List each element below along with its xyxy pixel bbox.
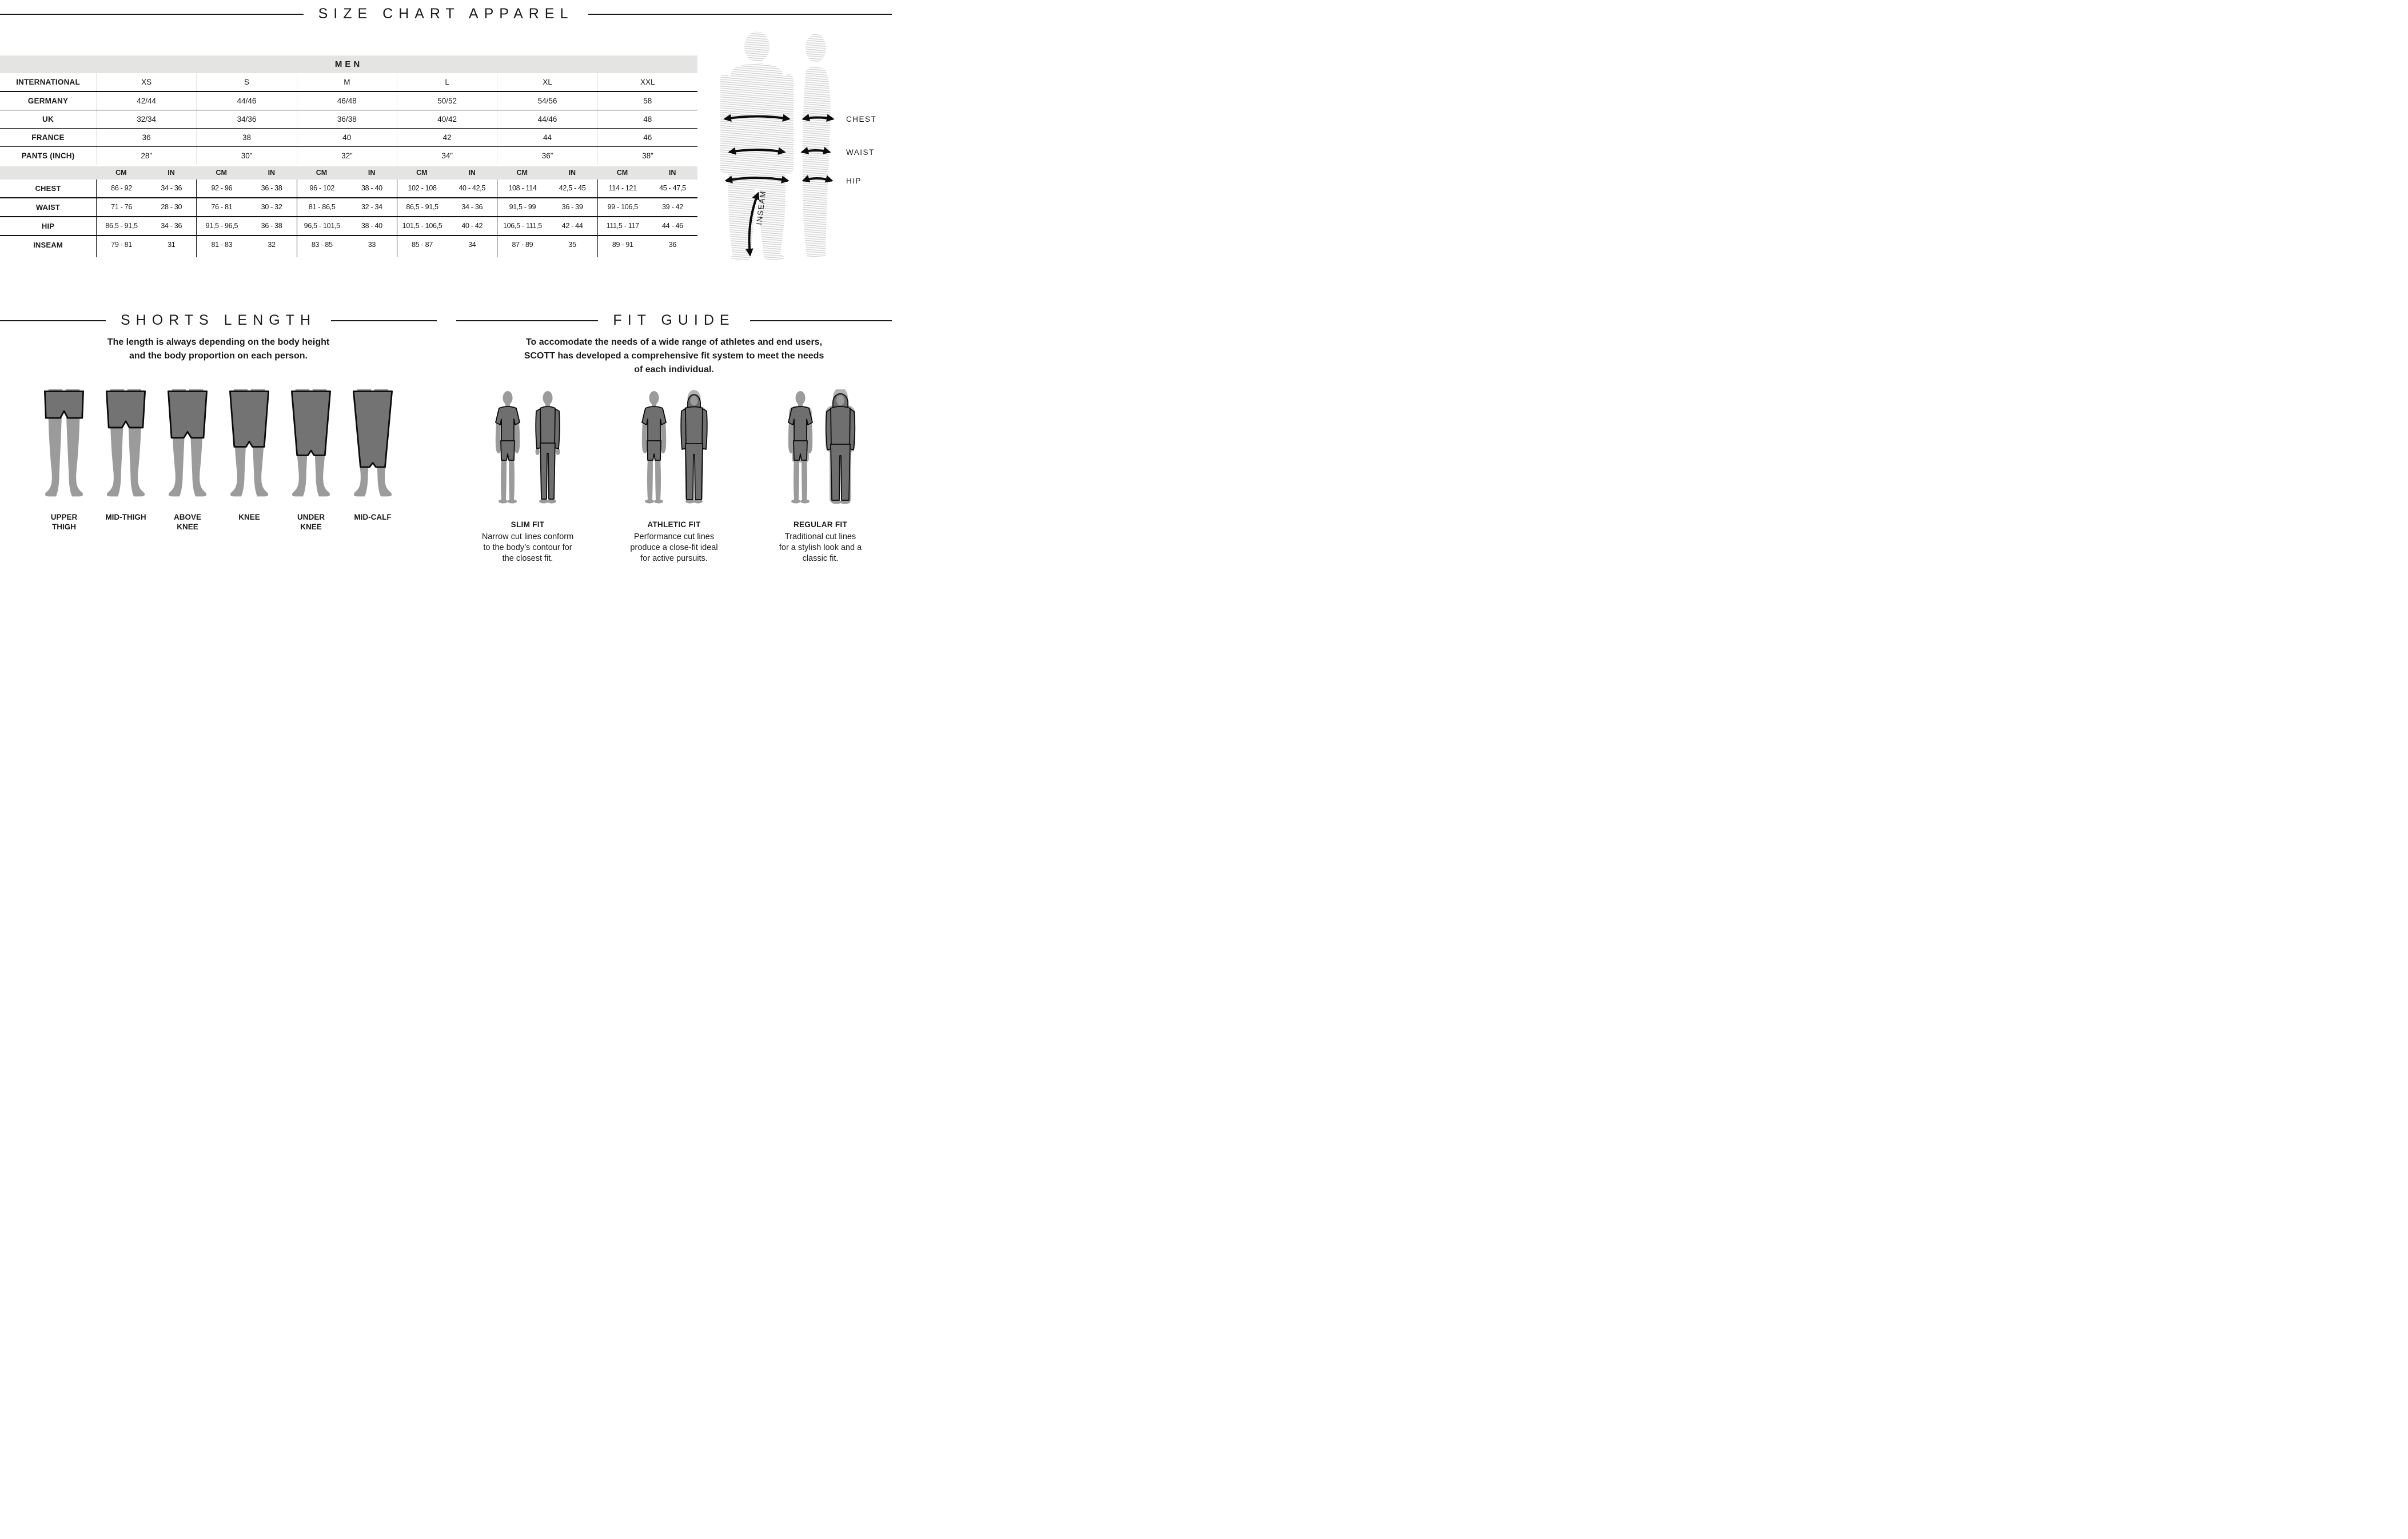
size-cell: 38”: [597, 147, 697, 165]
size-cell: 34/36: [196, 110, 296, 128]
cm-label: CM: [616, 169, 628, 177]
measure-cell: 86,5 - 91,5 34 - 36: [96, 217, 196, 235]
size-cell: 28”: [96, 147, 196, 165]
upper-thigh-shorts-figure: [39, 387, 89, 499]
table-row-germany: [0, 92, 697, 110]
body-measurement-diagram: [719, 27, 891, 264]
cm-label: CM: [115, 169, 127, 177]
table-row-inseam: [0, 236, 697, 254]
header-left-divider: [0, 14, 304, 15]
variant-label: ABOVE KNEE: [173, 513, 201, 531]
size-cell: 58: [597, 92, 697, 110]
fit-name: ATHLETIC FIT: [647, 520, 701, 529]
variant-label: MID-THIGH: [105, 513, 146, 521]
measure-cell: 81 - 83 32: [196, 236, 296, 254]
fit-section-header: [456, 312, 892, 329]
row-label: PANTS (INCH): [21, 151, 75, 160]
in-label: IN: [668, 169, 676, 177]
units-cell: [96, 166, 196, 180]
shorts-length-section: [0, 312, 437, 532]
table-row-hip: [0, 217, 697, 236]
row-label: CHEST: [35, 184, 61, 193]
size-cell: 44/46: [196, 92, 296, 110]
size-cell: 38: [196, 129, 296, 146]
measure-cell: 92 - 96 36 - 38: [196, 180, 296, 197]
hip-label: HIP: [846, 177, 862, 185]
fit-guide-section: [456, 312, 892, 564]
in-label: IN: [168, 169, 175, 177]
cm-label: CM: [416, 169, 428, 177]
cm-label: CM: [516, 169, 528, 177]
size-cell: 32/34: [96, 110, 196, 128]
row-label: HIP: [41, 222, 55, 230]
in-label: IN: [468, 169, 476, 177]
fit-name: SLIM FIT: [511, 520, 545, 529]
slim-fit-figures: [481, 389, 575, 512]
size-cell: 42/44: [96, 92, 196, 110]
cm-label: CM: [216, 169, 227, 177]
header-right-divider: [588, 14, 892, 15]
row-label: UK: [42, 115, 54, 123]
size-cell: M: [297, 73, 397, 91]
fit-description: Performance cut lines produce a close-fit ideal for active pursuits.: [630, 532, 718, 564]
units-spacer: [0, 166, 96, 180]
size-cell: 36/38: [297, 110, 397, 128]
measure-cell: 76 - 81 30 - 32: [196, 198, 296, 216]
waist-label: WAIST: [846, 148, 875, 157]
shorts-variant-under-knee: [286, 387, 336, 532]
shorts-section-title: SHORTS LENGTH: [120, 312, 317, 328]
variant-label: UNDER KNEE: [297, 513, 325, 531]
mid-thigh-shorts-figure: [101, 387, 150, 499]
measure-cell: 102 - 108 40 - 42,5: [397, 180, 497, 197]
size-cell: 46/48: [297, 92, 397, 110]
shorts-length-figures: [0, 387, 437, 532]
shorts-section-description: The length is always depending on the body height and the body proportion on each person.: [107, 337, 330, 361]
row-label: INSEAM: [33, 241, 63, 249]
measure-cell: 87 - 89 35: [497, 236, 597, 254]
measure-cell: 114 - 121 45 - 47,5: [597, 180, 697, 197]
above-knee-shorts-figure: [163, 387, 212, 499]
divider-line: [0, 320, 106, 321]
fit-description: Traditional cut lines for a stylish look and a classic fit.: [779, 532, 862, 564]
row-label: INTERNATIONAL: [16, 78, 80, 86]
units-header-row: [0, 166, 697, 180]
in-label: IN: [568, 169, 576, 177]
measure-cell: 99 - 106,5 39 - 42: [597, 198, 697, 216]
variant-label: MID-CALF: [354, 513, 392, 521]
measure-cell: 91,5 - 96,5 36 - 38: [196, 217, 296, 235]
shorts-section-header: [0, 312, 437, 329]
size-cell: XXL: [597, 73, 697, 91]
fit-slim: [463, 389, 592, 564]
chest-label: CHEST: [846, 115, 877, 123]
variant-label: KNEE: [238, 513, 260, 521]
table-row-waist: [0, 198, 697, 217]
measure-cell: 108 - 114 42,5 - 45: [497, 180, 597, 197]
fit-athletic: [609, 389, 739, 564]
size-cell: 44: [497, 129, 597, 146]
table-row-pants: [0, 147, 697, 165]
measure-cell: 86 - 92 34 - 36: [96, 180, 196, 197]
body-silhouettes-illustration: [719, 27, 891, 264]
units-cell: [196, 166, 296, 180]
size-cell: 34”: [397, 147, 497, 165]
shorts-variant-above-knee: [163, 387, 212, 532]
row-label: WAIST: [35, 203, 61, 212]
row-label: GERMANY: [27, 97, 69, 105]
size-cell: L: [397, 73, 497, 91]
fit-section-title: FIT GUIDE: [613, 312, 735, 328]
size-cell: 36”: [497, 147, 597, 165]
measure-cell: 96 - 102 38 - 40: [297, 180, 397, 197]
measure-cell: 111,5 - 117 44 - 46: [597, 217, 697, 235]
table-row-international: [0, 73, 697, 92]
table-row-uk: [0, 110, 697, 129]
fit-description: Narrow cut lines conform to the body’s contour for the closest fit.: [481, 532, 574, 564]
measure-cell: 96,5 - 101,5 38 - 40: [297, 217, 397, 235]
measure-cell: 101,5 - 106,5 40 - 42: [397, 217, 497, 235]
page-title: SIZE CHART APPAREL: [318, 6, 574, 22]
measure-cell: 71 - 76 28 - 30: [96, 198, 196, 216]
measure-cell: 86,5 - 91,5 34 - 36: [397, 198, 497, 216]
units-cell: [497, 166, 597, 180]
size-cell: 42: [397, 129, 497, 146]
table-row-chest: [0, 180, 697, 198]
size-cell: 48: [597, 110, 697, 128]
units-cell: [597, 166, 697, 180]
fit-regular: [756, 389, 885, 564]
shorts-variant-knee: [225, 387, 274, 532]
fit-guide-figures: [456, 389, 892, 564]
men-size-table: [0, 55, 697, 257]
knee-shorts-figure: [225, 387, 274, 499]
shorts-variant-mid-calf: [348, 387, 397, 532]
table-column-line-stub: [0, 254, 697, 257]
size-cell: 44/46: [497, 110, 597, 128]
size-cell: XS: [96, 73, 196, 91]
size-cell: 30”: [196, 147, 296, 165]
measure-cell: 85 - 87 34: [397, 236, 497, 254]
measure-cell: 81 - 86,5 32 - 34: [297, 198, 397, 216]
shorts-variant-upper-thigh: [39, 387, 89, 532]
measure-cell: 79 - 81 31: [96, 236, 196, 254]
size-cell: 40/42: [397, 110, 497, 128]
front-body-silhouette: [720, 31, 794, 261]
size-chart-page: [0, 0, 892, 572]
side-body-silhouette: [803, 34, 831, 257]
measure-cell: 91,5 - 99 36 - 39: [497, 198, 597, 216]
size-cell: S: [196, 73, 296, 91]
units-cell: [397, 166, 497, 180]
variant-label: UPPER THIGH: [50, 513, 78, 531]
men-table-title: MEN: [0, 55, 697, 73]
units-cell: [297, 166, 397, 180]
size-cell: 36: [96, 129, 196, 146]
in-label: IN: [368, 169, 376, 177]
table-row-france: [0, 129, 697, 147]
fit-name: REGULAR FIT: [793, 520, 848, 529]
size-cell: 46: [597, 129, 697, 146]
under-knee-shorts-figure: [286, 387, 336, 499]
inseam-label: INSEAM: [755, 190, 768, 226]
athletic-fit-figures: [627, 389, 721, 512]
cm-label: CM: [316, 169, 328, 177]
row-label: FRANCE: [31, 133, 65, 142]
page-header: [0, 6, 892, 22]
size-cell: 32”: [297, 147, 397, 165]
size-cell: 40: [297, 129, 397, 146]
size-cell: 54/56: [497, 92, 597, 110]
measure-cell: 89 - 91 36: [597, 236, 697, 254]
measure-cell: 106,5 - 111,5 42 - 44: [497, 217, 597, 235]
size-cell: XL: [497, 73, 597, 91]
mid-calf-shorts-figure: [348, 387, 397, 499]
measure-cell: 83 - 85 33: [297, 236, 397, 254]
divider-line: [750, 320, 892, 321]
fit-section-description: To accomodate the needs of a wide range of athletes and end users, SCOTT has developed a comprehensive fit system to meet the needs of each individual.: [524, 337, 824, 374]
size-cell: 50/52: [397, 92, 497, 110]
shorts-variant-mid-thigh: [101, 387, 150, 532]
divider-line: [331, 320, 437, 321]
regular-fit-figures: [774, 389, 867, 512]
in-label: IN: [268, 169, 276, 177]
divider-line: [456, 320, 598, 321]
